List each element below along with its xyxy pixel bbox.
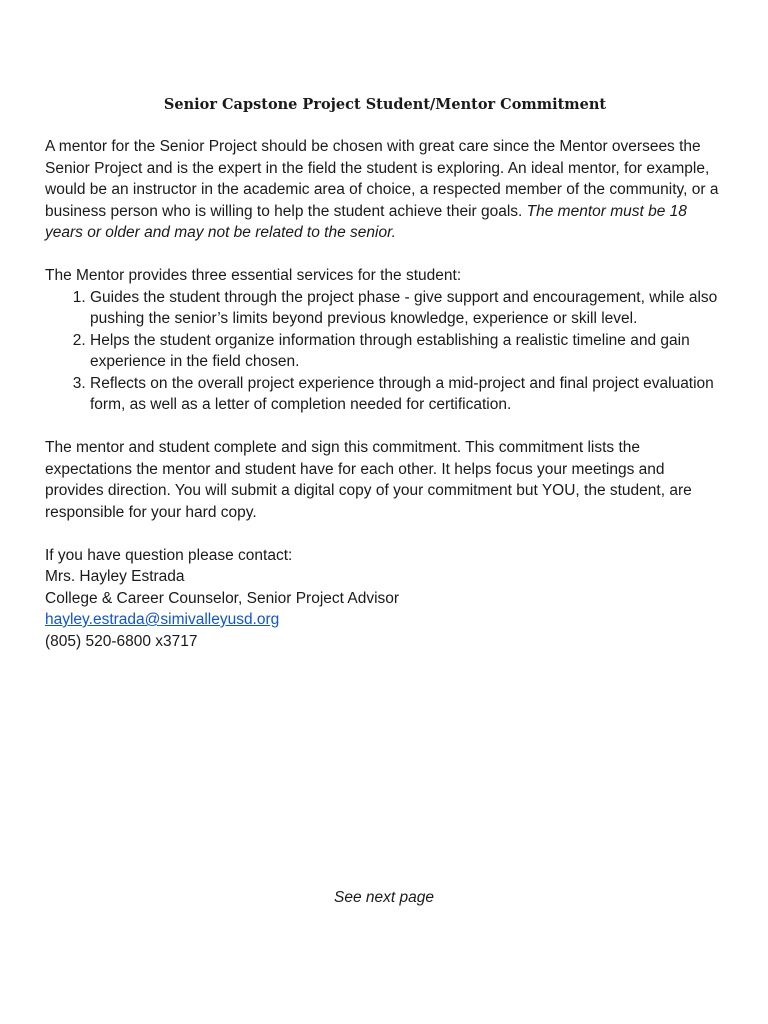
contact-email-link[interactable]: hayley.estrada@simivalleyusd.org [45, 611, 280, 628]
contact-block [45, 545, 725, 653]
intro-italic-note: The mentor must be 18 years or older and may not be related to the senior. [45, 202, 687, 241]
intro-paragraph [45, 136, 725, 244]
services-list [45, 287, 725, 416]
contact-name: Mrs. Hayley Estrada [45, 568, 185, 585]
see-next-page-note: See next page [334, 889, 434, 906]
contact-lead: If you have question please contact: [45, 546, 293, 564]
commitment-paragraph: The mentor and student complete and sign this commitment. This commitment lists the expectations the mentor and student have for each other. It helps focus your meetings and provides direction. You will submit a digital copy of your commitment but YOU, the student, are responsible for your hard copy. [45, 439, 692, 521]
list-item: 1. Guides the student through the project phase - give support and encouragement, while also pushing the senior’s limits beyond previous knowledge, experience or skill level. [90, 287, 725, 330]
list-item: 2. Helps the student organize information through establishing a realistic timeline and gain experience in the field chosen. [90, 330, 725, 373]
intro-text: A mentor for the Senior Project should be chosen with great care since the Mentor oversees the Senior Project and is the expert in the field the student is exploring. An ideal mentor, for example, would be an instructor in the academic area of choice, a respected member of the community, or a business person who is willing to help the student achieve their goals. [45, 138, 719, 220]
contact-phone: (805) 520-6800 x3717 [45, 632, 198, 650]
page-title: Senior Capstone Project Student/Mentor Commitment [163, 96, 607, 113]
contact-role: College & Career Counselor, Senior Project Advisor [45, 589, 400, 607]
list-item: 3. Reflects on the overall project experience through a mid-project and final project evaluation form, as well as a letter of completion needed for certification. [90, 373, 725, 416]
services-lead: The Mentor provides three essential services for the student: [45, 267, 462, 284]
document-page [45, 94, 725, 652]
